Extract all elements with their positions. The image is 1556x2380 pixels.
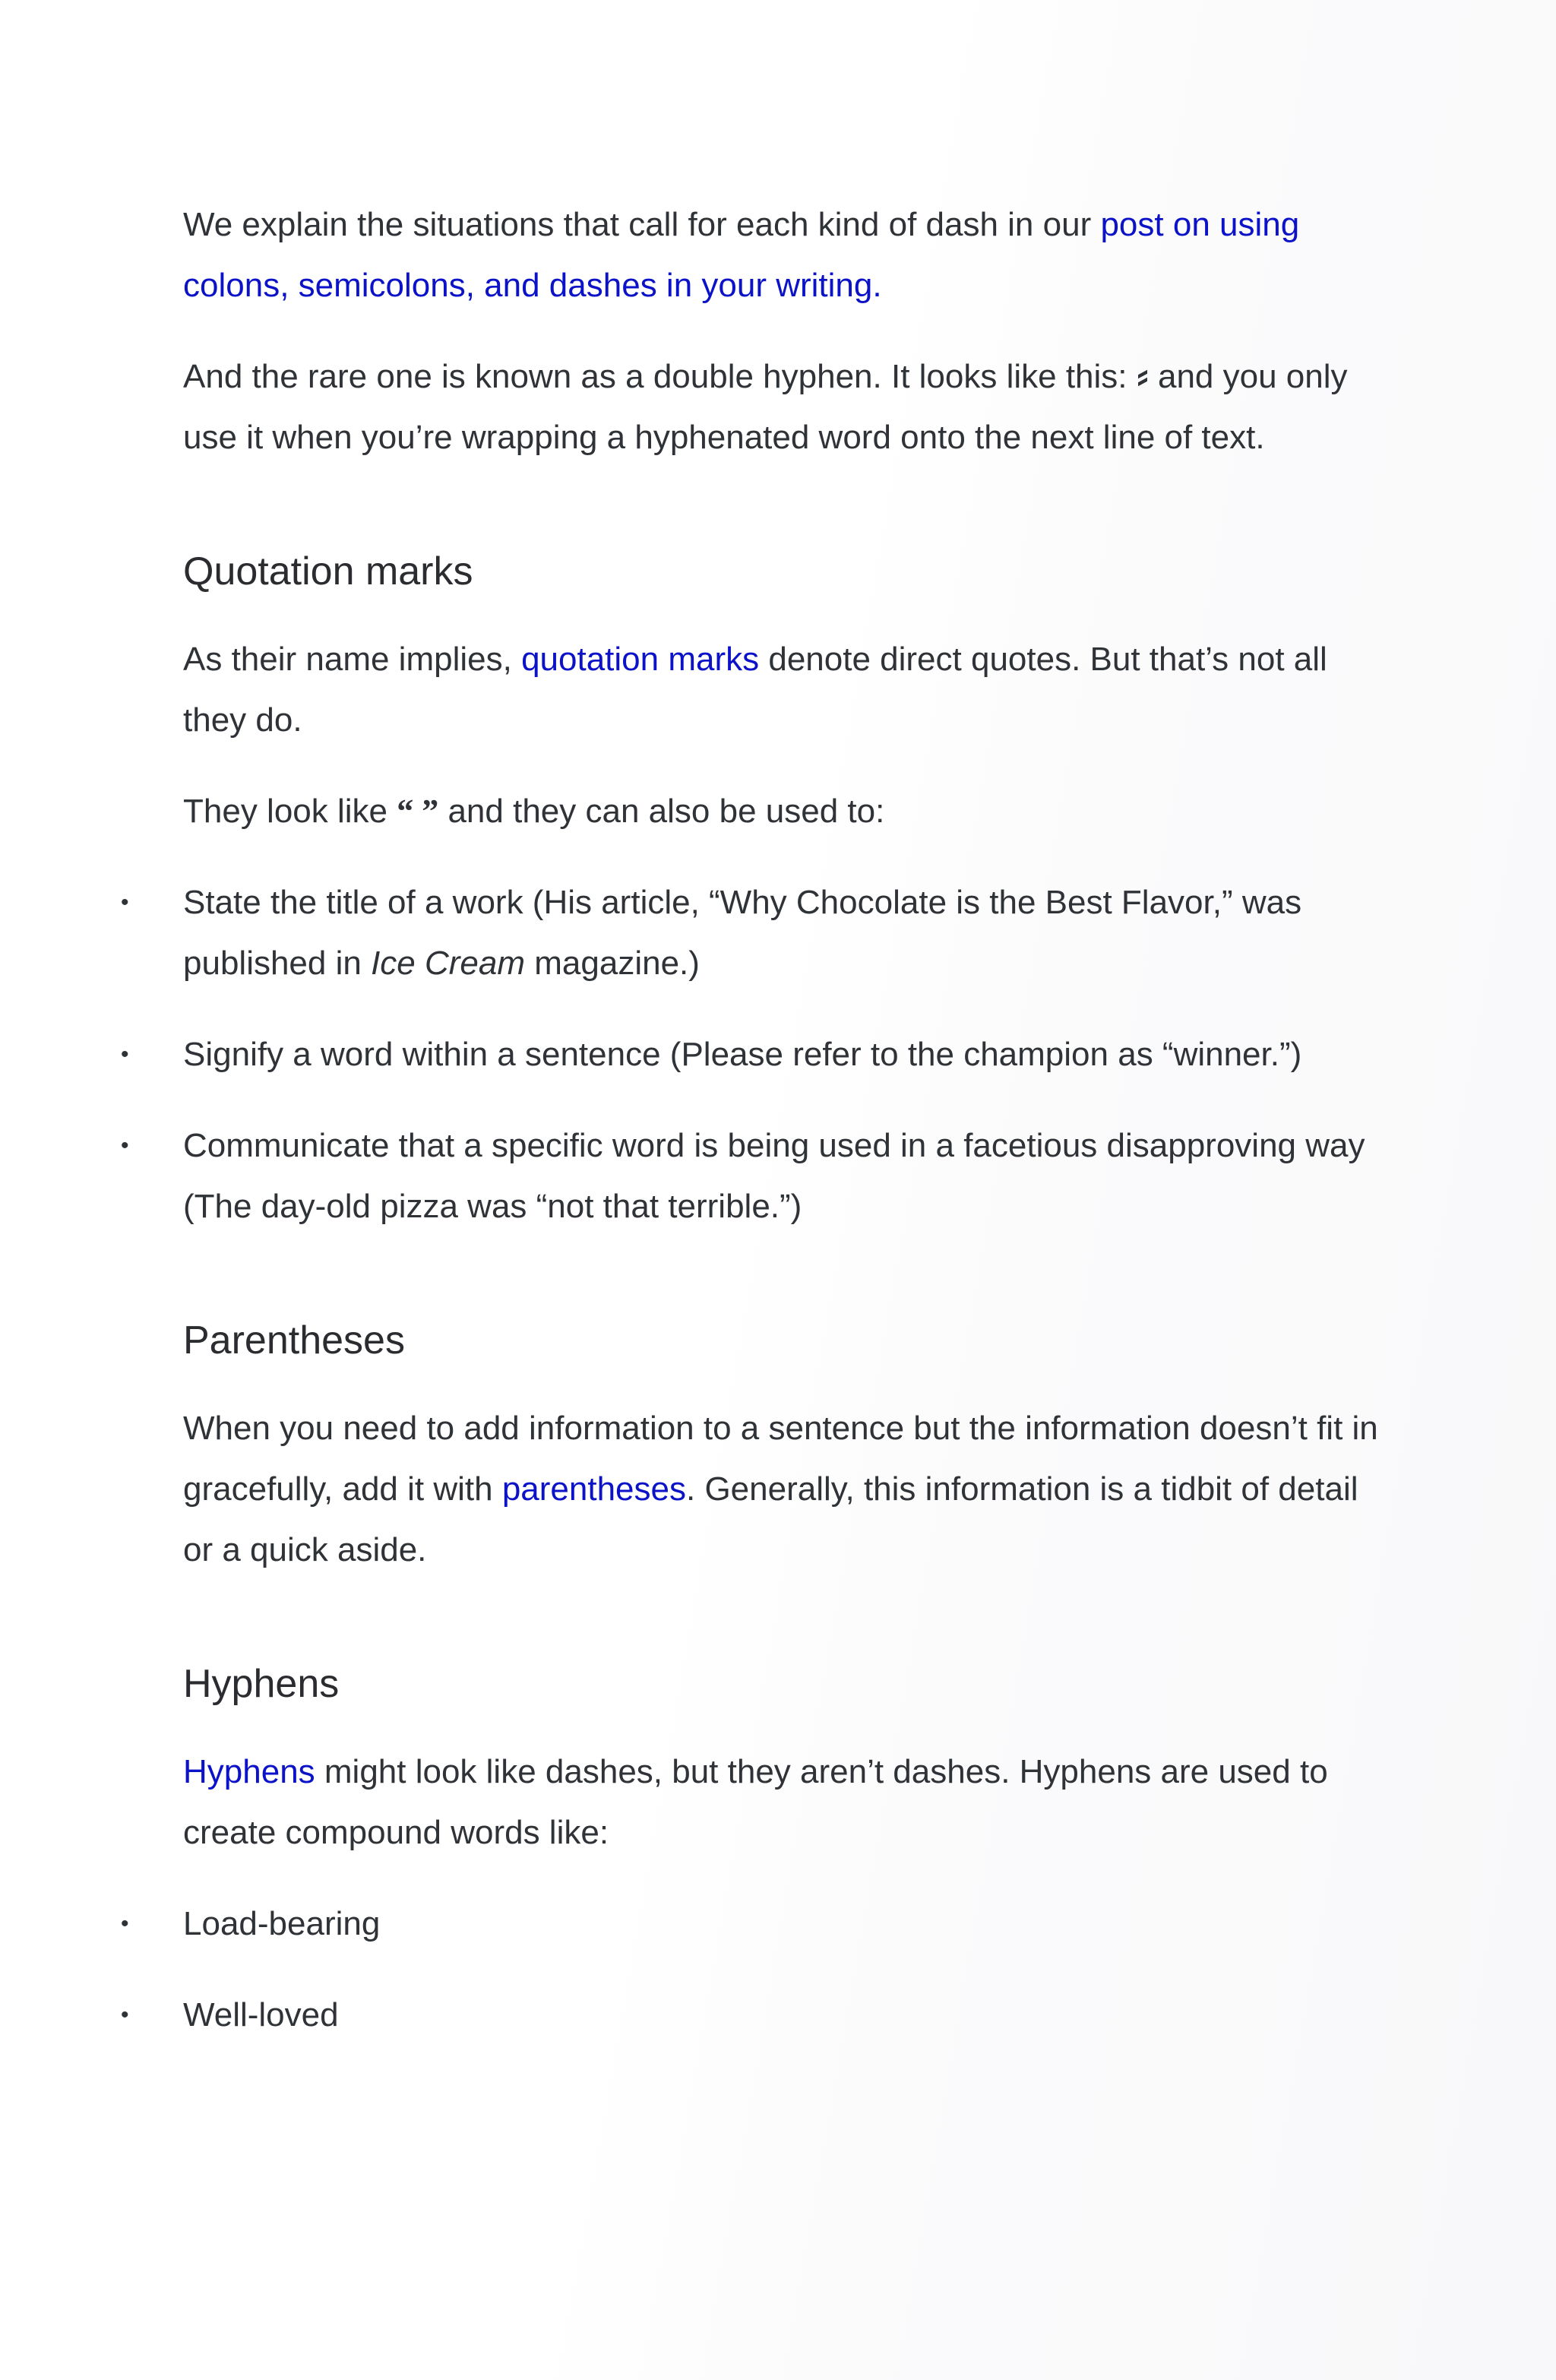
quotation-marks-glyph: “ ” bbox=[397, 793, 439, 830]
list-item bbox=[121, 1985, 1384, 2046]
paragraph-quotation-intro bbox=[183, 629, 1384, 751]
paragraph-double-hyphen bbox=[183, 347, 1384, 468]
heading-hyphens: Hyphens bbox=[183, 1662, 340, 1706]
paragraph-text: might look like dashes, but they aren’t dashes. Hyphens are used to create compound words like: bbox=[183, 1753, 1328, 1851]
paragraph-text: and they can also be used to: bbox=[438, 793, 885, 830]
bullet-icon: • bbox=[121, 2002, 129, 2027]
list-item-text: magazine.) bbox=[525, 945, 700, 982]
paragraph-text: and you only use it when you’re wrapping a hyphenated word onto the next line of text. bbox=[183, 358, 1348, 456]
list-item-text: Well-loved bbox=[183, 1996, 339, 2033]
paragraph-quotation-look bbox=[183, 781, 1384, 842]
paragraph-parentheses bbox=[183, 1398, 1384, 1581]
double-hyphen-glyph bbox=[1137, 369, 1149, 388]
compound-words-list bbox=[121, 1894, 1384, 2046]
paragraph-dash-reference bbox=[183, 195, 1384, 316]
paragraph-text: And the rare one is known as a double hyphen. It looks like this: bbox=[183, 358, 1137, 395]
bullet-icon: • bbox=[121, 1133, 129, 1158]
list-item bbox=[121, 1894, 1384, 1954]
paragraph-text: As their name implies, bbox=[183, 641, 522, 678]
heading-parentheses: Parentheses bbox=[183, 1318, 405, 1362]
paragraph-text: . Generally, this information is a tidbit of detail or a quick aside. bbox=[183, 1470, 1358, 1568]
paragraph-text: We explain the situations that call for each kind of dash in our bbox=[183, 206, 1101, 243]
link-post-colons-semicolons-dashes[interactable]: post on using colons, semicolons, and dashes in your writing. bbox=[183, 206, 1300, 304]
quotation-uses-list bbox=[121, 872, 1384, 1237]
link-parentheses[interactable]: parentheses bbox=[501, 1470, 686, 1508]
bullet-icon: • bbox=[121, 1911, 129, 1936]
link-hyphens[interactable]: Hyphens bbox=[183, 1753, 315, 1790]
list-item-text: Load-bearing bbox=[183, 1905, 381, 1942]
paragraph-hyphens bbox=[183, 1742, 1384, 1863]
link-quotation-marks[interactable]: quotation marks bbox=[521, 641, 760, 678]
bullet-icon: • bbox=[121, 890, 129, 915]
list-item-text: State the title of a work (His article, “Why Chocolate is the Best Flavor,” was published in bbox=[183, 884, 1302, 982]
article-body bbox=[121, 195, 1384, 2076]
paragraph-text: denote direct quotes. But that’s not all they do. bbox=[183, 641, 1327, 739]
bullet-icon: • bbox=[121, 1042, 129, 1067]
paragraph-text: When you need to add information to a sentence but the information doesn’t fit in gracefully, add it with bbox=[183, 1410, 1378, 1508]
list-item-text: Communicate that a specific word is being used in a facetious disapproving way (The day-old pizza was “not that terrible.”) bbox=[183, 1127, 1365, 1225]
list-item bbox=[121, 1024, 1384, 1085]
heading-quotation-marks: Quotation marks bbox=[183, 549, 473, 593]
list-item-text: Signify a word within a sentence (Please refer to the champion as “winner.”) bbox=[183, 1036, 1302, 1073]
list-item-emphasis: Ice Cream bbox=[371, 945, 526, 982]
paragraph-text: They look like bbox=[183, 793, 397, 830]
list-item bbox=[121, 872, 1384, 994]
list-item bbox=[121, 1116, 1384, 1237]
